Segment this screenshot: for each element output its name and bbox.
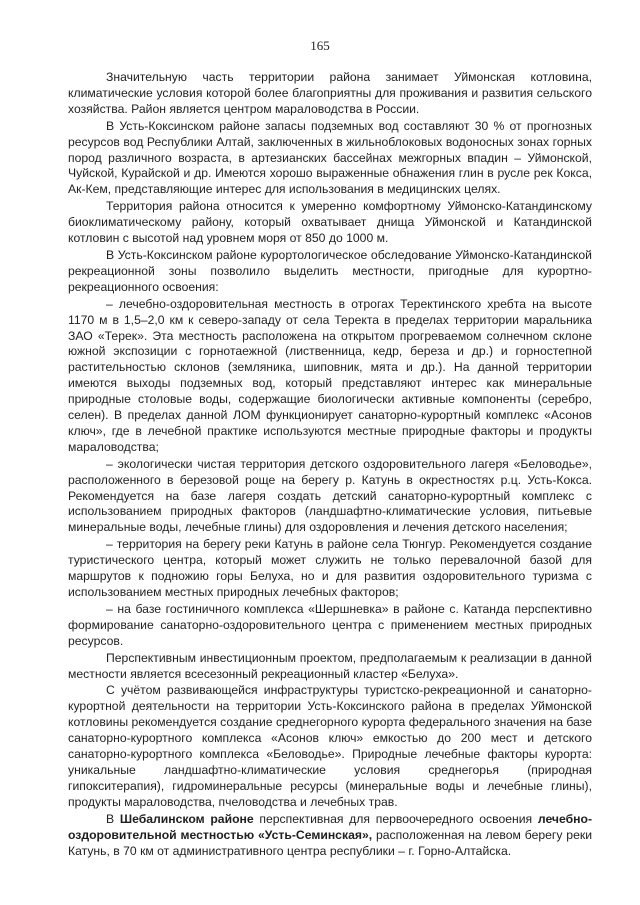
shebalino-text-pre: В bbox=[106, 811, 120, 826]
shebalino-district-name: Шебалинском районе bbox=[119, 811, 254, 826]
paragraph-resort-recommendation: С учётом развивающейся инфраструктуры туристско-рекреационной и санаторно-курортной деятельности на территории Усть-Коксинского района в пределах Уймонской котловины рекомендуется создание среднегорного курорта федерального значения на базе санаторно-курортного комплекса «Асонов ключ» емкостью до 200 мест и детского санаторно-курортного комплекса «Беловодье». Природные лечебные факторы курорта: уникальные ландшафтно-климатические условия среднегорья (природная гипокситерапия), гидроминеральные ресурсы (минеральные воды и лечебные глины), продукты мараловодства, пчеловодства и лечебных трав. bbox=[68, 683, 592, 809]
paragraph-uimon-basin: Значительную часть территории района занимает Уймонская котловина, климатические условия которой более благоприятны для проживания и развития сельского хозяйства. Район является центром мараловодства в России. bbox=[68, 70, 592, 116]
page-number: 165 bbox=[310, 38, 330, 53]
paragraph-investment-project: Перспективным инвестиционным проектом, предполагаемым к реализации в данной местности является всесезонный рекреационный кластер «Белуха». bbox=[68, 650, 592, 681]
list-item-belovodye-camp: – экологически чистая территория детского оздоровительного лагеря «Беловодье», расположенного в березовой роще на берегу р. Катунь в окрестностях р.ц. Усть-Кокса. Рекомендуется на базе лагеря создать детский санаторно-курортный комплекс с использованием природных факторов (ландшафтно-климатические условия, питьевые минеральные воды, лечебные глины) для оздоровления и лечения детского населения; bbox=[68, 456, 592, 535]
list-item-shershnevka-complex: – на базе гостиничного комплекса «Шершневка» в районе с. Катанда перспективно формирование санаторно-оздоровительного центра с применением местных природных ресурсов. bbox=[68, 601, 592, 648]
paragraph-survey-intro: В Усть-Коксинском районе курортологическое обследование Уймонско-Катандинской рекреационной зоны позволило выделить местности, пригодные для курортно-рекреационного освоения: bbox=[68, 247, 592, 294]
paragraph-shebalino-district bbox=[68, 812, 592, 860]
shebalino-text-mid: перспективная для первоочередного освоения bbox=[253, 811, 538, 826]
list-item-terekta-locality: – лечебно-оздоровительная местность в отрогах Теректинского хребта на высоте 1170 м в 1,5–2,0 км к северо-западу от села Теректа в пределах территории маральника ЗАО «Терек». Эта местность расположена на открытом прогреваемом солнечном склоне южной экспозиции с горнотаежной (лиственница, кедр, береза и др.) и горностепной растительностью склонов (земляника, шиповник, мята и др.). На данной территории имеются выходы подземных вод, который представляют интерес как минеральные природные столовые воды, содержащие биологически активные компоненты (серебро, селен). В пределах данной ЛОМ функционирует санаторно-курортный комплекс «Асонов ключ», где в лечебной практике используются местные природные факторы и продукты мараловодства; bbox=[68, 296, 592, 454]
list-item-tyungur-territory: – территория на берегу реки Катунь в районе села Тюнгур. Рекомендуется создание туристического центра, который может служить не только перевалочной базой для маршрутов к подножию горы Белуха, но и для развития оздоровительного туризма с использованием местных природных лечебных факторов; bbox=[68, 537, 592, 599]
paragraph-groundwater: В Усть-Коксинском районе запасы подземных вод составляют 30 % от прогнозных ресурсов вод Республики Алтай, заключенных в жильноблоковых водоносных зонах горных пород различного возраста, в артезианских бассейнах межгорных впадин – Уймонской, Чуйской, Курайской и др. Имеются хорошо выраженные обнажения глин в русле рек Кокса, Ак-Кем, представляющие интерес для использования в медицинских целях. bbox=[68, 118, 592, 197]
ust-seminskaya-locality-name: лечебно-оздоровительной местностью «Усть-Семинская», bbox=[68, 811, 593, 842]
paragraph-bioclimatic-region: Территория района относится к умеренно комфортному Уймонско-Катандинскому биоклиматическому району, который охватывает днища Уймонской и Катандинской котловин с высотой над уровнем моря от 850 до 1000 м. bbox=[68, 199, 592, 246]
body-text bbox=[68, 70, 592, 860]
shebalino-text-post: расположенная на левом берегу реки Катунь, в 70 км от административного центра республики – г. Горно-Алтайска. bbox=[68, 827, 593, 858]
